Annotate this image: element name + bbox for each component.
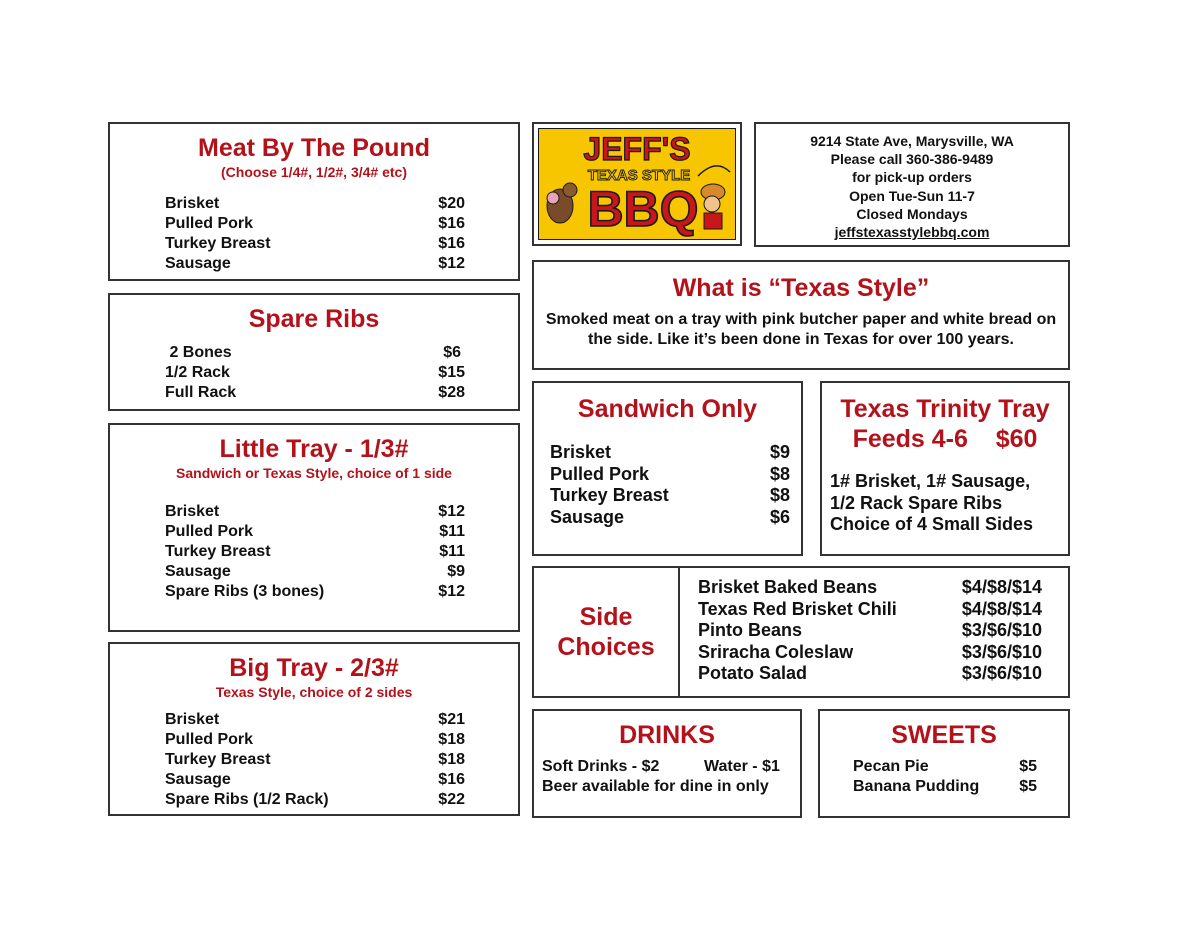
panel-title: Meat By The Pound bbox=[198, 134, 430, 162]
item-price: $3/$6/$10 bbox=[961, 641, 1042, 662]
menu-item bbox=[165, 343, 465, 363]
trinity-details bbox=[830, 471, 1033, 536]
item-price: $28 bbox=[438, 384, 465, 401]
meat-by-pound-panel bbox=[108, 122, 520, 281]
menu-item bbox=[550, 485, 790, 507]
menu-item bbox=[165, 542, 465, 562]
item-name: Turkey Breast bbox=[165, 751, 271, 768]
little-tray-panel bbox=[108, 423, 520, 632]
item-name: Turkey Breast bbox=[165, 543, 271, 560]
item-price: $16 bbox=[438, 771, 465, 788]
item-name: Pinto Beans bbox=[698, 620, 803, 640]
logo-name: JEFF'S bbox=[583, 131, 691, 167]
item-list bbox=[165, 502, 465, 602]
menu-item bbox=[550, 442, 790, 464]
item-name: Brisket bbox=[165, 711, 220, 728]
menu-item bbox=[698, 620, 1042, 642]
spare-ribs-panel bbox=[108, 293, 520, 411]
texas-style-panel bbox=[532, 260, 1070, 370]
item-list bbox=[165, 194, 465, 274]
panel-title: SWEETS bbox=[891, 721, 997, 749]
item-price: $11 bbox=[439, 543, 465, 560]
item-price: $12 bbox=[438, 503, 465, 520]
item-price: $11 bbox=[439, 523, 465, 540]
item-price: $8 bbox=[769, 463, 790, 484]
panel-title: Sandwich Only bbox=[577, 395, 758, 423]
hours: Open Tue-Sun 11-7 bbox=[849, 187, 975, 204]
beer-note: Beer available for dine in only bbox=[542, 778, 769, 795]
logo-tagline: TEXAS STYLE bbox=[587, 167, 691, 184]
item-name: Texas Red Brisket Chili bbox=[698, 598, 897, 619]
soft-drinks: Soft Drinks - $2 bbox=[542, 758, 660, 775]
menu-item bbox=[165, 363, 465, 383]
panel-title: Texas Trinity Tray bbox=[840, 395, 1050, 423]
item-list bbox=[698, 577, 1042, 685]
item-price: $21 bbox=[438, 711, 465, 728]
menu-item bbox=[853, 777, 1037, 797]
item-price: $6 bbox=[443, 344, 461, 361]
item-list bbox=[165, 343, 465, 403]
menu-item bbox=[698, 577, 1042, 599]
side-title-line: Side bbox=[579, 603, 633, 631]
sandwich-only-panel bbox=[532, 381, 803, 556]
menu-item bbox=[550, 464, 790, 486]
menu-item bbox=[550, 507, 790, 529]
item-name: Brisket bbox=[165, 503, 220, 520]
item-price: $18 bbox=[438, 751, 465, 768]
item-price: $22 bbox=[438, 791, 465, 808]
jeffs-bbq-logo bbox=[538, 128, 736, 240]
item-list bbox=[853, 757, 1037, 797]
menu-item bbox=[165, 790, 465, 810]
item-price: $20 bbox=[438, 195, 465, 212]
item-name: Pulled Pork bbox=[165, 523, 254, 540]
item-name: Turkey Breast bbox=[550, 485, 669, 505]
panel-subtitle: Texas Style, choice of 2 sides bbox=[215, 684, 413, 700]
item-name: Brisket bbox=[550, 442, 612, 462]
item-price: $16 bbox=[438, 235, 465, 252]
item-name: Sausage bbox=[165, 771, 231, 788]
menu-item bbox=[165, 234, 465, 254]
menu-item bbox=[165, 194, 465, 214]
item-price: $12 bbox=[438, 583, 465, 600]
item-price: $9 bbox=[447, 563, 465, 580]
item-name: Full Rack bbox=[165, 384, 237, 401]
texas-style-description: Smoked meat on a tray with pink butcher paper and white bread on the side. Like it’s been done in Texas for over 100 years. bbox=[545, 311, 1057, 348]
panel-subtitle: Feeds 4-6 $60 bbox=[852, 425, 1038, 453]
item-name: Pulled Pork bbox=[165, 215, 254, 232]
item-name: Sausage bbox=[165, 255, 231, 272]
item-name: 1/2 Rack bbox=[165, 364, 230, 381]
item-price: $4/$8/$14 bbox=[961, 598, 1042, 619]
logo-bbq: BBQ bbox=[587, 181, 699, 237]
water: Water - $1 bbox=[704, 758, 780, 775]
panel-title: What is “Texas Style” bbox=[672, 274, 930, 302]
panel-subtitle: Sandwich or Texas Style, choice of 1 side bbox=[176, 465, 452, 481]
trinity-line: 1/2 Rack Spare Ribs bbox=[830, 492, 1003, 513]
trinity-line: Choice of 4 Small Sides bbox=[830, 514, 1034, 534]
menu-item bbox=[165, 214, 465, 234]
panel-subtitle: (Choose 1/4#, 1/2#, 3/4# etc) bbox=[221, 164, 407, 180]
item-name: Brisket Baked Beans bbox=[698, 577, 878, 597]
address: 9214 State Ave, Marysville, WA bbox=[810, 133, 1014, 149]
item-name: Pecan Pie bbox=[853, 758, 929, 775]
website-link[interactable]: jeffstexasstylebbq.com bbox=[834, 224, 990, 241]
item-name: Sausage bbox=[165, 563, 231, 580]
side-title-line: Choices bbox=[557, 633, 655, 661]
item-list bbox=[550, 442, 790, 528]
big-tray-panel bbox=[108, 642, 520, 816]
menu-item bbox=[165, 383, 465, 403]
pickup-note: for pick-up orders bbox=[852, 169, 972, 186]
item-name: Spare Ribs (1/2 Rack) bbox=[165, 791, 329, 808]
menu-item bbox=[165, 562, 465, 582]
item-price: $8 bbox=[769, 485, 790, 505]
menu-item bbox=[165, 582, 465, 602]
item-price: $4/$8/$14 bbox=[961, 577, 1042, 597]
panel-title: DRINKS bbox=[619, 721, 715, 749]
item-price: $5 bbox=[1019, 778, 1037, 795]
item-price: $9 bbox=[769, 442, 790, 462]
panel-title: Big Tray - 2/3# bbox=[229, 654, 399, 682]
logo-panel bbox=[532, 122, 742, 246]
item-price: $3/$6/$10 bbox=[961, 620, 1042, 640]
sweets-panel bbox=[818, 709, 1070, 818]
panel-title: Spare Ribs bbox=[248, 305, 380, 333]
item-list bbox=[165, 710, 465, 810]
item-price: $12 bbox=[438, 255, 465, 272]
item-name: 2 Bones bbox=[165, 344, 232, 361]
menu-item bbox=[165, 730, 465, 750]
panel-title bbox=[534, 568, 680, 696]
menu-item bbox=[165, 710, 465, 730]
menu-item bbox=[698, 642, 1042, 664]
trinity-line: 1# Brisket, 1# Sausage, bbox=[830, 471, 1031, 491]
item-name: Pulled Pork bbox=[550, 463, 650, 484]
contact-info-panel bbox=[754, 122, 1070, 247]
item-name: Brisket bbox=[165, 195, 220, 212]
menu-item bbox=[165, 254, 465, 274]
trinity-tray-panel bbox=[820, 381, 1070, 556]
item-name: Spare Ribs (3 bones) bbox=[165, 583, 325, 600]
closed-note: Closed Mondays bbox=[856, 205, 968, 222]
menu-item bbox=[165, 502, 465, 522]
menu-item bbox=[165, 770, 465, 790]
item-name: Sausage bbox=[550, 506, 625, 527]
item-name: Sriracha Coleslaw bbox=[698, 641, 854, 662]
menu-item bbox=[698, 599, 1042, 621]
item-name: Turkey Breast bbox=[165, 235, 271, 252]
menu-item bbox=[165, 522, 465, 542]
menu-item bbox=[165, 750, 465, 770]
item-name: Potato Salad bbox=[698, 663, 808, 683]
item-price: $15 bbox=[438, 364, 465, 381]
item-name: Pulled Pork bbox=[165, 731, 254, 748]
item-price: $3/$6/$10 bbox=[961, 663, 1042, 683]
menu-item bbox=[853, 757, 1037, 777]
phone: Please call 360-386-9489 bbox=[830, 151, 994, 168]
panel-title: Little Tray - 1/3# bbox=[219, 435, 409, 463]
drinks-panel bbox=[532, 709, 802, 818]
item-price: $16 bbox=[438, 215, 465, 232]
contact-text bbox=[756, 132, 1068, 241]
menu-item bbox=[698, 663, 1042, 685]
item-price: $6 bbox=[769, 506, 790, 527]
item-price: $18 bbox=[438, 731, 465, 748]
item-name: Banana Pudding bbox=[853, 778, 980, 795]
side-choices-panel bbox=[532, 566, 1070, 698]
item-price: $5 bbox=[1019, 758, 1037, 775]
